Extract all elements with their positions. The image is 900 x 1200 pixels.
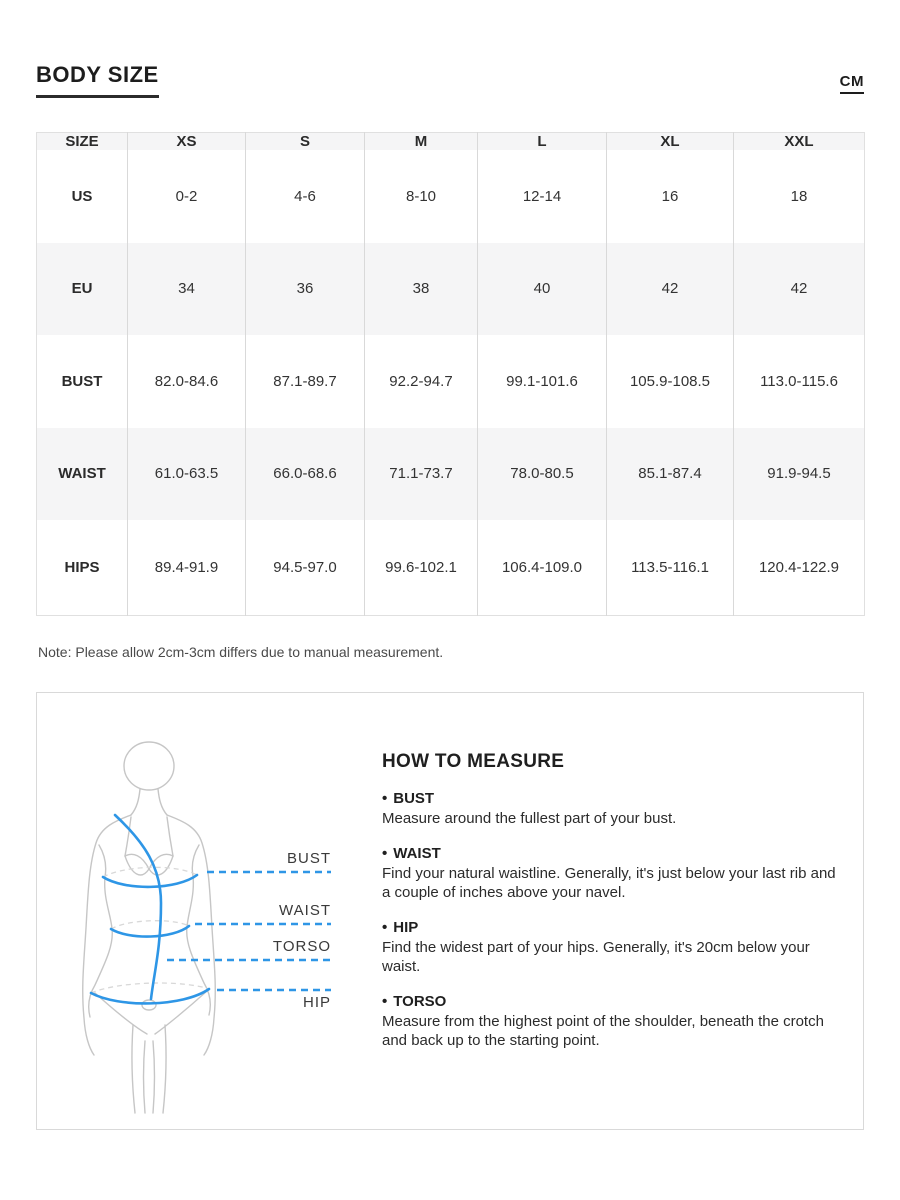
table-cell: 120.4-122.9 bbox=[734, 520, 865, 615]
table-cell: 12-14 bbox=[478, 150, 607, 243]
table-cell: 40 bbox=[478, 243, 607, 336]
table-cell: 87.1-89.7 bbox=[246, 335, 365, 428]
measure-item-label bbox=[382, 845, 844, 862]
table-cell: 16 bbox=[607, 150, 734, 243]
row-label-eu: EU bbox=[71, 280, 93, 298]
measure-item-label bbox=[382, 993, 844, 1010]
column-header-m: M bbox=[365, 133, 478, 151]
body-outline bbox=[83, 742, 216, 1113]
row-label-hips: HIPS bbox=[64, 559, 100, 577]
measure-item-text: Find the widest part of your hips. Generally, it's 20cm below your waist. bbox=[382, 939, 810, 975]
table-row-eu bbox=[37, 243, 865, 336]
waist-line bbox=[111, 926, 189, 937]
measure-instructions bbox=[382, 751, 844, 1050]
table-cell: 94.5-97.0 bbox=[246, 520, 365, 615]
measure-item-label bbox=[382, 919, 844, 936]
hip-line bbox=[91, 989, 209, 1003]
unit-toggle-cm[interactable]: CM bbox=[840, 73, 864, 94]
bra-outline bbox=[125, 856, 173, 875]
table-cell: 99.6-102.1 bbox=[365, 520, 478, 615]
table-cell: 0-2 bbox=[128, 150, 246, 243]
bullet-icon: • bbox=[382, 919, 388, 936]
row-label-bust: BUST bbox=[61, 372, 103, 390]
measure-item-label bbox=[382, 790, 844, 807]
body-size-table bbox=[36, 132, 865, 616]
column-header-xl: XL bbox=[607, 133, 734, 151]
column-header-xxl: XXL bbox=[734, 133, 865, 151]
table-cell: 82.0-84.6 bbox=[128, 335, 246, 428]
figure-label-torso: TORSO bbox=[272, 938, 331, 955]
table-cell: 113.5-116.1 bbox=[607, 520, 734, 615]
table-cell: 106.4-109.0 bbox=[478, 520, 607, 615]
figure-label-waist: WAIST bbox=[279, 902, 331, 919]
column-header-xs: XS bbox=[128, 133, 246, 151]
table-cell: 78.0-80.5 bbox=[478, 428, 607, 521]
table-cell: 71.1-73.7 bbox=[365, 428, 478, 521]
corner-header-size: SIZE bbox=[65, 133, 99, 150]
table-row-waist bbox=[37, 428, 865, 521]
bust-line bbox=[103, 875, 197, 887]
row-label-us: US bbox=[71, 187, 93, 205]
measure-item-label-text: HIP bbox=[393, 919, 419, 936]
figure-label-bust: BUST bbox=[286, 850, 331, 867]
measure-items-list bbox=[382, 790, 844, 1050]
table-row-bust bbox=[37, 335, 865, 428]
crotch-marker bbox=[142, 1000, 156, 1010]
table-cell: 4-6 bbox=[246, 150, 365, 243]
body-figure-illustration bbox=[37, 693, 382, 1131]
measure-item-label-text: TORSO bbox=[393, 993, 447, 1010]
how-to-measure-panel bbox=[36, 692, 864, 1130]
column-header-l: L bbox=[478, 133, 607, 151]
table-cell: 85.1-87.4 bbox=[607, 428, 734, 521]
measure-title: HOW TO MEASURE bbox=[382, 751, 565, 772]
measure-item-bust bbox=[382, 790, 844, 828]
table-cell: 89.4-91.9 bbox=[128, 520, 246, 615]
measure-item-text: Measure from the highest point of the shoulder, beneath the crotch and back up to the starting point. bbox=[382, 1013, 824, 1049]
measurement-note: Note: Please allow 2cm-3cm differs due to manual measurement. bbox=[38, 644, 444, 660]
torso-line bbox=[115, 815, 161, 999]
size-table-header-row bbox=[37, 133, 865, 151]
figure-label-hip: HIP bbox=[302, 994, 331, 1011]
table-cell: 34 bbox=[128, 243, 246, 336]
bullet-icon: • bbox=[382, 993, 388, 1010]
table-row-hips bbox=[37, 520, 865, 615]
measure-item-label-text: BUST bbox=[393, 790, 435, 807]
header bbox=[36, 0, 864, 98]
measure-item-hip bbox=[382, 919, 844, 976]
table-cell: 92.2-94.7 bbox=[365, 335, 478, 428]
table-cell: 61.0-63.5 bbox=[128, 428, 246, 521]
table-cell: 91.9-94.5 bbox=[734, 428, 865, 521]
page-title: BODY SIZE bbox=[36, 62, 159, 98]
table-cell: 18 bbox=[734, 150, 865, 243]
bullet-icon: • bbox=[382, 845, 388, 862]
table-cell: 42 bbox=[734, 243, 865, 336]
column-header-s: S bbox=[246, 133, 365, 151]
measure-item-text: Find your natural waistline. Generally, it's just below your last rib and a couple of inches above your navel. bbox=[382, 865, 836, 901]
bullet-icon: • bbox=[382, 790, 388, 807]
table-cell: 113.0-115.6 bbox=[734, 335, 865, 428]
measure-item-label-text: WAIST bbox=[393, 845, 441, 862]
table-cell: 66.0-68.6 bbox=[246, 428, 365, 521]
head-outline bbox=[124, 742, 174, 790]
table-cell: 8-10 bbox=[365, 150, 478, 243]
table-cell: 42 bbox=[607, 243, 734, 336]
body-measurement-figure bbox=[37, 693, 382, 1131]
table-cell: 38 bbox=[365, 243, 478, 336]
measure-item-text: Measure around the fullest part of your bust. bbox=[382, 810, 677, 827]
table-cell: 99.1-101.6 bbox=[478, 335, 607, 428]
measure-item-waist bbox=[382, 845, 844, 902]
measure-item-torso bbox=[382, 993, 844, 1050]
table-cell: 105.9-108.5 bbox=[607, 335, 734, 428]
table-row-us bbox=[37, 150, 865, 243]
table-cell: 36 bbox=[246, 243, 365, 336]
leader-lines bbox=[167, 872, 331, 990]
row-label-waist: WAIST bbox=[58, 465, 106, 483]
